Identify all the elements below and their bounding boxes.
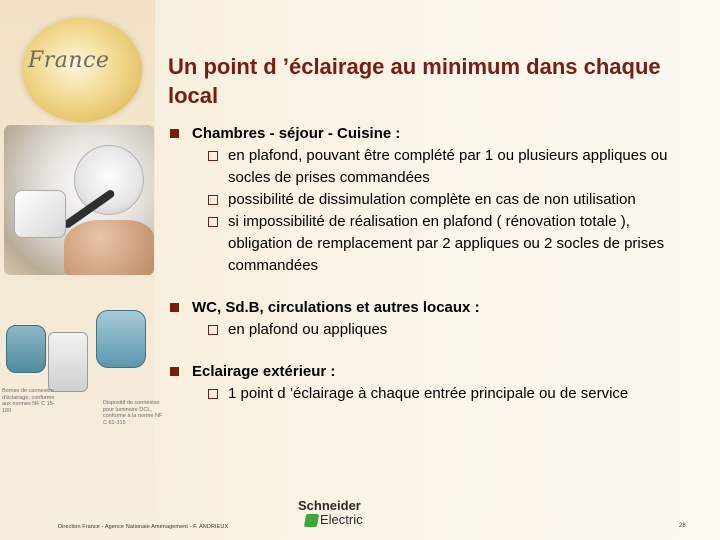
page-title: Un point d ’éclairage au minimum dans chaque local [168,54,661,108]
square-bullet-icon [170,303,179,312]
ceiling-socket-disc [74,145,144,215]
device-caption-right: Dispositif de connexion pour luminaire DCL, conforme à la norme NF C 61-315 [103,400,163,426]
item-text: possibilité de dissimulation complète en cas de non utilisation [228,191,636,208]
title-divider [155,112,720,113]
devices-photo [0,300,163,450]
device-caption-left: Bornes de connexion d'éclairage, conforme aux normes NF C 15-100 [2,388,55,414]
hollow-square-bullet-icon [208,151,218,161]
brand-name-top: Schneider [298,498,361,513]
section-heading [168,361,708,383]
hollow-square-bullet-icon [208,195,218,205]
logo-text: France [28,48,110,73]
section-wc [168,297,708,341]
socket-photo [4,125,154,275]
hollow-square-bullet-icon [208,389,218,399]
item-text: si impossibilité de réalisation en plafond ( rénovation totale ), obligation de remplacement par 2 appliques ou 2 socles de prises commandées [228,213,665,274]
heading-text: Eclairage extérieur : [192,363,336,380]
heading-text: Chambres - séjour - Cuisine : [192,125,401,142]
france-logo [8,12,153,130]
hand [64,220,154,275]
plug-connector [14,190,66,238]
connection-box-device [6,325,46,373]
square-bullet-icon [170,129,179,138]
hollow-square-bullet-icon [208,217,218,227]
heading-text: WC, Sd.B, circulations et autres locaux : [192,299,480,316]
slide-content [168,123,708,425]
left-decoration-column [0,0,163,540]
white-connector-device [48,332,88,392]
item-text: en plafond, pouvant être complété par 1 ou plusieurs appliques ou socles de prises commandées [228,147,668,186]
schneider-electric-logo [298,498,376,532]
item-text: 1 point d ’éclairage à chaque entrée principale ou de service [228,385,629,402]
list-item [208,211,678,277]
footer-credit: Direction France - Agence Nationale Aménagement - F. ANDRIEUX [58,524,229,530]
brand-mark-icon [304,514,319,527]
list-item [208,189,678,211]
list-item [208,383,678,405]
page-number: 28 [679,523,686,529]
section-exterior [168,361,708,405]
list-item [208,145,678,189]
section-heading [168,297,708,319]
section-heading [168,123,708,145]
brand-name-bottom: Electric [320,512,363,527]
list-item [208,319,678,341]
square-bullet-icon [170,367,179,376]
dcl-device [96,310,146,368]
item-text: en plafond ou appliques [228,321,388,338]
section-rooms [168,123,708,277]
hollow-square-bullet-icon [208,325,218,335]
